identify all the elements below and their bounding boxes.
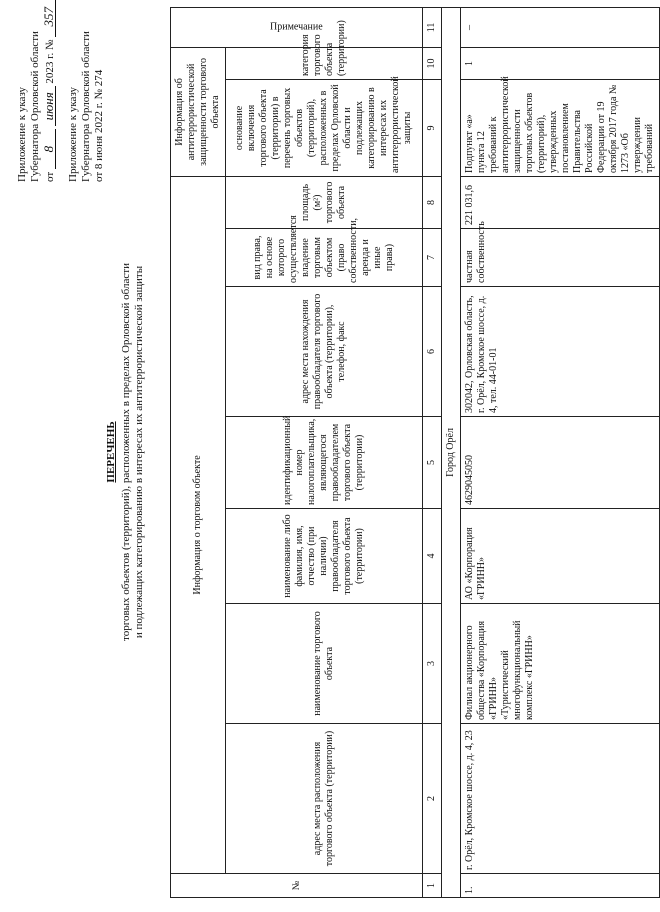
- col-name-header: наименование торгового объекта: [226, 604, 423, 724]
- header-line: Губернатора Орловской области: [29, 31, 41, 182]
- cell-right: частная собственность: [461, 229, 660, 287]
- column-number-row: [423, 7, 442, 897]
- col-category-header: категория торгового объекта (территории): [226, 47, 423, 79]
- cell-note: –: [461, 7, 660, 47]
- cell-basis: Подпункт «a» пункта 12 требований к антитеррористической защищенности торговых объектов (территорий), утвержденных постановлением Правительства Российской Федерации от 19 октября 2017 года № 1273 «Об утверждении требований: [461, 79, 660, 176]
- cell-owner-address: 302042, Орловская область, г. Орёл, Кромское шоссе, д. 4, тел. 44-01-01: [461, 287, 660, 417]
- cell-category: 1: [461, 47, 660, 79]
- col-number: 3: [423, 604, 442, 724]
- cell-address: г. Орёл, Кромское шоссе, д. 4, 23: [461, 724, 660, 874]
- handwritten-day: 8: [42, 129, 56, 169]
- table-row: [461, 7, 660, 897]
- city-label: Город Орёл: [442, 7, 461, 897]
- decree-header: [16, 7, 106, 182]
- city-row: [442, 7, 461, 897]
- cell-owner: АО «Корпорация «ГРИНН»: [461, 509, 660, 604]
- header-row: [171, 7, 226, 897]
- header-date-line: от 8 июня 2023 г. № 357: [42, 7, 57, 182]
- group-at-header: Информация об антитеррористической защищенности торгового объекта: [171, 47, 226, 176]
- title-heading: ПЕРЕЧЕНЬ: [105, 421, 117, 483]
- col-number: 9: [423, 79, 442, 176]
- col-note-header: Примечание: [171, 7, 423, 47]
- col-area-header: площадь (м²) торгового объекта: [226, 176, 423, 228]
- cell-inn: 4629045050: [461, 417, 660, 509]
- col-number: 5: [423, 417, 442, 509]
- subheader-row: [226, 7, 423, 897]
- handwritten-order-number: 357: [42, 0, 56, 37]
- header-line: Приложение к указу: [16, 86, 28, 182]
- col-number: 8: [423, 176, 442, 228]
- cell-area: 221 031,6: [461, 176, 660, 228]
- document-title: [105, 172, 146, 732]
- col-number: 4: [423, 509, 442, 604]
- cell-name: Филиал акционерного общества «Корпорация «ГРИНН» «Туристический многофункциональный комплекс «ГРИНН»: [461, 604, 660, 724]
- col-number: 7: [423, 229, 442, 287]
- header-line: от 8 июня 2022 г. № 274: [93, 69, 105, 182]
- title-line: и подлежащих категорированию в интересах их антитеррористической защиты: [133, 265, 145, 639]
- col-basis-header: основание включения торгового объекта (территории) в перечень торговых объектов (территорий), расположенных в пределах Орловской области и подлежащих категорированию в интересах их антитеррористической защиты: [226, 79, 423, 176]
- col-number: 1: [423, 874, 442, 898]
- col-number: 6: [423, 287, 442, 417]
- col-address-header: адрес места расположения торгового объекта (территории): [226, 724, 423, 874]
- cell-no: 1.: [461, 874, 660, 898]
- col-number: 11: [423, 7, 442, 47]
- col-inn-header: идентификационный номер налогоплательщика, являющегося правообладателем торгового объекта (территории): [226, 417, 423, 509]
- col-number: 10: [423, 47, 442, 79]
- handwritten-month: июня: [42, 86, 56, 126]
- group-info-header: Информация о торговом объекте: [171, 176, 226, 873]
- header-line: Приложение к указу: [67, 86, 79, 182]
- header-line: Губернатора Орловской области: [80, 31, 92, 182]
- col-owner-address-header: адрес места нахождения правообладателя торгового объекта (территории), телефон, факс: [226, 287, 423, 417]
- col-owner-header: наименование либо фамилия, имя, отчество (при наличии) правообладателя торгового объекта (территории): [226, 509, 423, 604]
- col-right-header: вид права, на основе которого осуществляется владение торговым объектом (право собственности, аренда и иные права): [226, 229, 423, 287]
- objects-table: [170, 7, 660, 898]
- col-number: 2: [423, 724, 442, 874]
- col-no-header: №: [171, 874, 423, 898]
- title-line: торговых объектов (территорий), расположенных в пределах Орловской области: [120, 263, 132, 641]
